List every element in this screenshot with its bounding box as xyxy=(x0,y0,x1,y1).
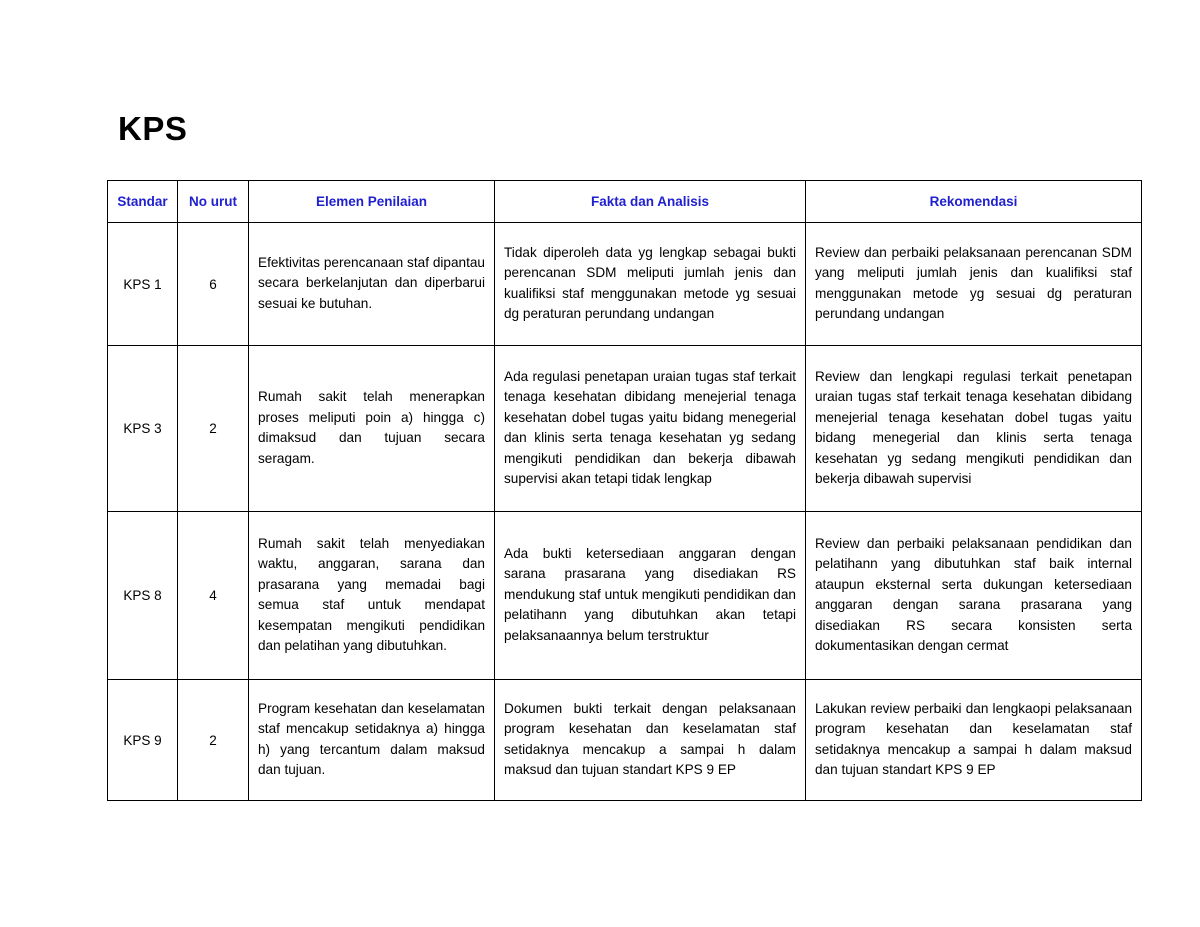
header-fakta-analisis: Fakta dan Analisis xyxy=(495,181,806,223)
kps-assessment-table xyxy=(107,180,1142,801)
cell-elemen-penilaian: Efektivitas perencanaan staf dipantau secara berkelanjutan dan diperbarui sesuai ke butuhan. xyxy=(249,223,495,346)
cell-elemen-penilaian: Rumah sakit telah menyediakan waktu, anggaran, sarana dan prasarana yang memadai bagi semua staf untuk mendapat kesempatan mengikuti pendidikan dan pelatihan yang dibutuhkan. xyxy=(249,512,495,680)
table-header-row xyxy=(108,181,1142,223)
header-rekomendasi: Rekomendasi xyxy=(806,181,1142,223)
cell-standar: KPS 9 xyxy=(108,680,178,801)
page-title: KPS xyxy=(118,110,188,147)
cell-standar: KPS 1 xyxy=(108,223,178,346)
cell-no-urut: 2 xyxy=(178,346,249,512)
table-row xyxy=(108,223,1142,346)
header-standar: Standar xyxy=(108,181,178,223)
cell-rekomendasi: Review dan perbaiki pelaksanaan perencanan SDM yang meliputi jumlah jenis dan kualifiksi staf menggunakan metode yg sesuai dg peraturan perundang undangan xyxy=(806,223,1142,346)
cell-elemen-penilaian: Program kesehatan dan keselamatan staf mencakup setidaknya a) hingga h) yang tercantum dalam maksud dan tujuan. xyxy=(249,680,495,801)
cell-rekomendasi: Review dan lengkapi regulasi terkait penetapan uraian tugas staf terkait tenaga kesehatan dibidang menejerial tenaga kesehatan dobel tugas yaitu bidang menegerial dan klinis serta tenaga kesehatan yg sedang mengikuti pendidikan dan bekerja dibawah supervisi xyxy=(806,346,1142,512)
cell-elemen-penilaian: Rumah sakit telah menerapkan proses meliputi poin a) hingga c) dimaksud dan tujuan secara seragam. xyxy=(249,346,495,512)
header-elemen-penilaian: Elemen Penilaian xyxy=(249,181,495,223)
header-no-urut: No urut xyxy=(178,181,249,223)
cell-rekomendasi: Review dan perbaiki pelaksanaan pendidikan dan pelatihann yang dibutuhkan staf baik internal ataupun eksternal serta dukungan ketersediaan anggaran dengan sarana prasarana yang disediakan RS secara konsisten serta dokumentasikan dengan cermat xyxy=(806,512,1142,680)
cell-no-urut: 2 xyxy=(178,680,249,801)
cell-no-urut: 6 xyxy=(178,223,249,346)
cell-no-urut: 4 xyxy=(178,512,249,680)
cell-fakta-analisis: Tidak diperoleh data yg lengkap sebagai bukti perencanan SDM meliputi jumlah jenis dan kualifiksi staf menggunakan metode yg sesuai dg peraturan perundang undangan xyxy=(495,223,806,346)
cell-standar: KPS 3 xyxy=(108,346,178,512)
cell-fakta-analisis: Ada bukti ketersediaan anggaran dengan sarana prasarana yang disediakan RS mendukung staf untuk mengikuti pendidikan dan pelatihann yang dibutuhkan akan tetapi pelaksanaannya belum terstruktur xyxy=(495,512,806,680)
cell-standar: KPS 8 xyxy=(108,512,178,680)
cell-fakta-analisis: Ada regulasi penetapan uraian tugas staf terkait tenaga kesehatan dibidang menejerial tenaga kesehatan dobel tugas yaitu bidang menegerial dan klinis serta tenaga kesehatan yg sedang mengikuti pendidikan dan bekerja dibawah supervisi akan tetapi tidak lengkap xyxy=(495,346,806,512)
cell-fakta-analisis: Dokumen bukti terkait dengan pelaksanaan program kesehatan dan keselamatan staf setidaknya mencakup a sampai h dalam maksud dan tujuan standart KPS 9 EP xyxy=(495,680,806,801)
table-row xyxy=(108,512,1142,680)
table-row xyxy=(108,346,1142,512)
cell-rekomendasi: Lakukan review perbaiki dan lengkaopi pelaksanaan program kesehatan dan keselamatan staf setidaknya mencakup a sampai h dalam maksud dan tujuan standart KPS 9 EP xyxy=(806,680,1142,801)
table-row xyxy=(108,680,1142,801)
